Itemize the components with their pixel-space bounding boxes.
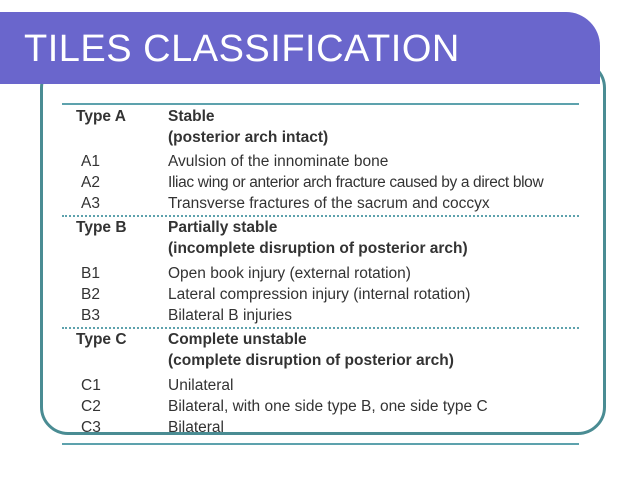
table-row (62, 173, 579, 194)
table-row (62, 306, 579, 327)
group-type-a (62, 105, 579, 215)
type-heading: Partially stable (168, 219, 278, 236)
subtype-code: B2 (81, 286, 100, 303)
subtype-code: A1 (81, 153, 100, 170)
table-row (62, 152, 579, 173)
type-heading: Stable (168, 108, 215, 125)
subtype-desc: Bilateral B injuries (168, 307, 293, 324)
subtype-code: A3 (81, 195, 100, 212)
subtype-desc: Avulsion of the innominate bone (168, 153, 389, 170)
type-label: Type A (76, 108, 126, 125)
table-row (62, 264, 579, 285)
type-heading: Complete unstable (168, 331, 307, 348)
table-row (62, 418, 579, 439)
table-row (62, 285, 579, 306)
table-row (62, 397, 579, 418)
slide-title: TILES CLASSIFICATION (24, 28, 460, 70)
classification-table (62, 103, 579, 445)
type-subheading: (complete disruption of posterior arch) (168, 352, 454, 369)
subtype-desc: Lateral compression injury (internal rotation) (168, 286, 471, 303)
subtype-desc: Unilateral (168, 377, 234, 394)
subtype-desc: Iliac wing or anterior arch fracture caused by a direct blow (168, 174, 544, 191)
subtype-desc: Open book injury (external rotation) (168, 265, 411, 282)
subtype-desc: Transverse fractures of the sacrum and coccyx (168, 195, 490, 212)
table-bottom-rule (62, 443, 579, 445)
table-row (62, 194, 579, 215)
type-label: Type C (76, 331, 127, 348)
subtype-desc: Bilateral (168, 419, 224, 436)
group-type-c (62, 329, 579, 439)
subtype-code: C1 (81, 377, 101, 394)
type-subheading: (incomplete disruption of posterior arch) (168, 240, 468, 257)
table-row (62, 376, 579, 397)
group-type-b (62, 217, 579, 327)
type-subheading: (posterior arch intact) (168, 129, 329, 146)
subtype-code: A2 (81, 174, 100, 191)
subtype-code: C2 (81, 398, 101, 415)
type-label: Type B (76, 219, 127, 236)
subtype-code: B3 (81, 307, 100, 324)
subtype-desc: Bilateral, with one side type B, one side type C (168, 398, 488, 415)
subtype-code: B1 (81, 265, 100, 282)
subtype-code: C3 (81, 419, 101, 436)
